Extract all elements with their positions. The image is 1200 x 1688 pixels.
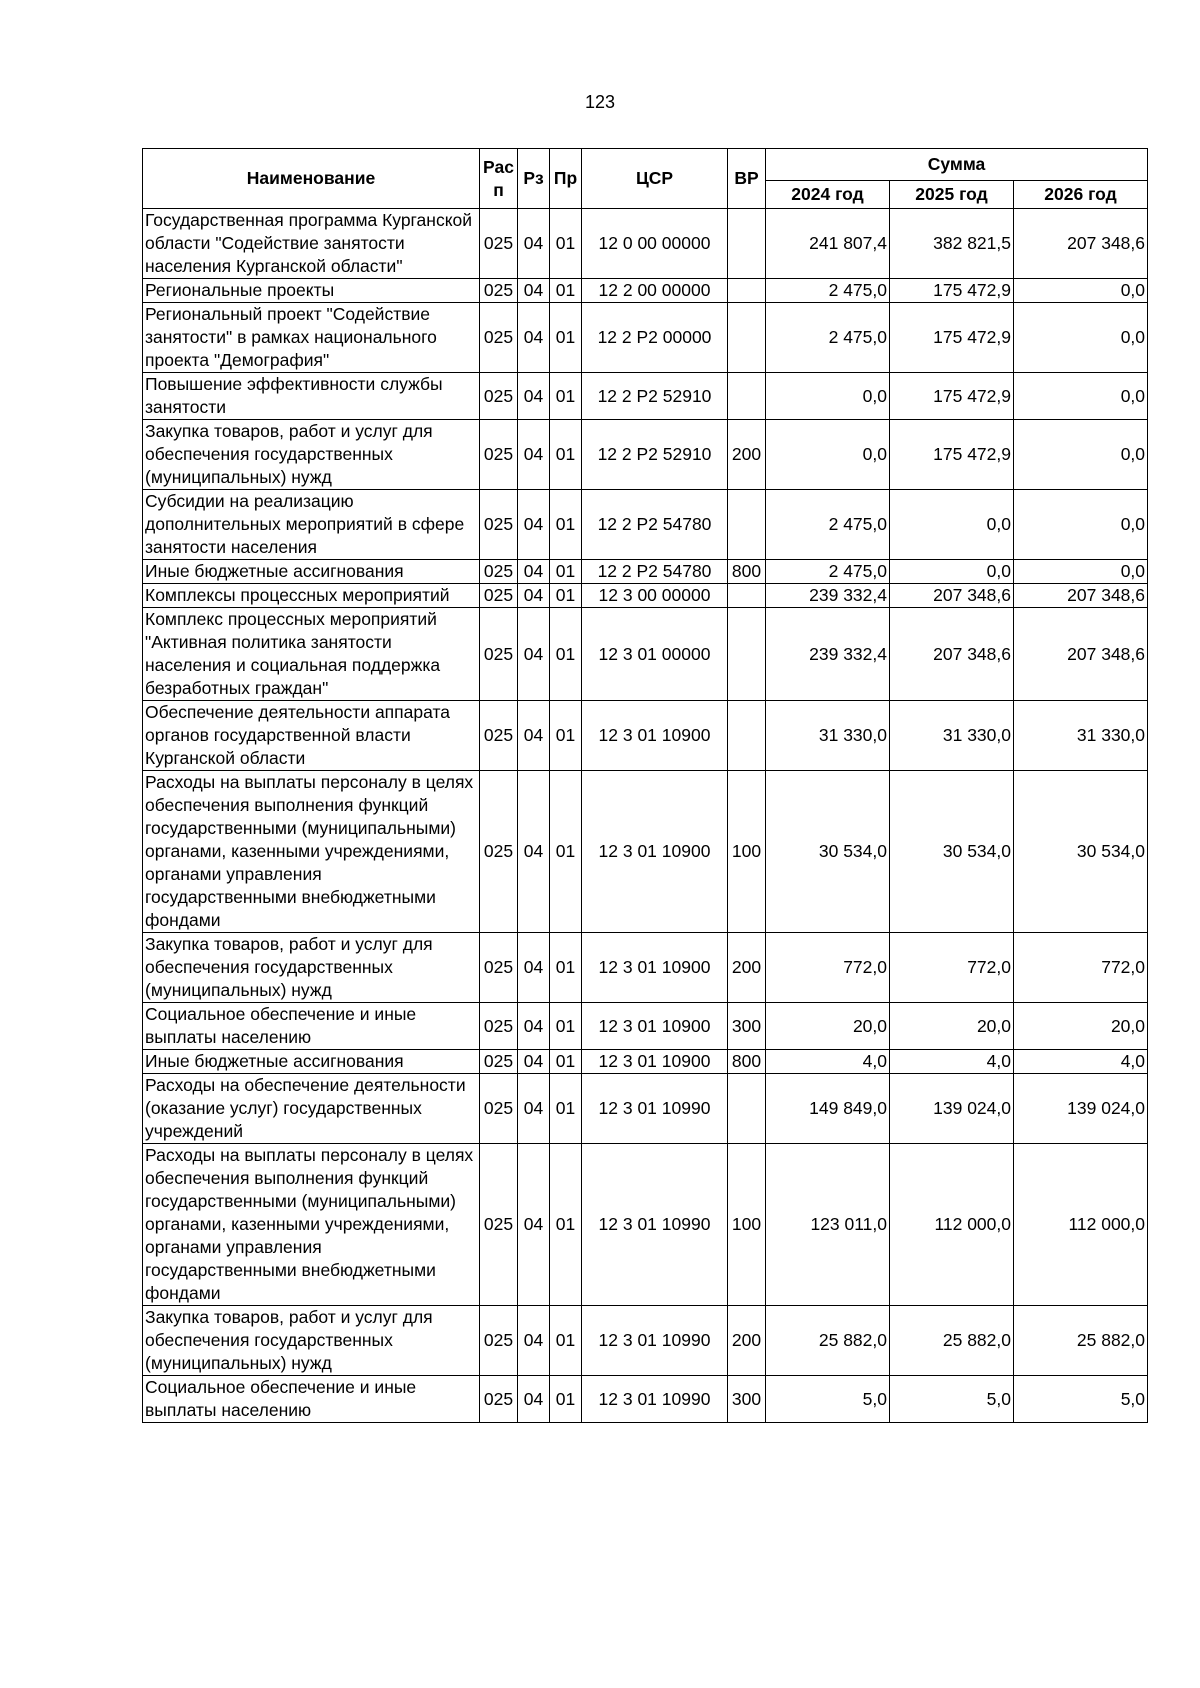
cell-sum-2026: 0,0: [1014, 420, 1148, 490]
header-year-2025: 2025 год: [890, 181, 1014, 209]
cell-sum-2024: 20,0: [766, 1003, 890, 1050]
cell-vr: [728, 584, 766, 608]
cell-rz: 04: [518, 490, 550, 560]
table-row: [143, 1376, 1148, 1423]
cell-sum-2025: 5,0: [890, 1376, 1014, 1423]
cell-rasp: 025: [480, 584, 518, 608]
cell-sum-2025: 207 348,6: [890, 608, 1014, 701]
cell-rasp: 025: [480, 933, 518, 1003]
cell-vr: [728, 608, 766, 701]
cell-sum-2025: 0,0: [890, 490, 1014, 560]
cell-name: Государственная программа Курганской области "Содействие занятости населения Курганской области": [143, 209, 480, 279]
table-row: [143, 701, 1148, 771]
cell-rasp: 025: [480, 560, 518, 584]
cell-pr: 01: [550, 1050, 582, 1074]
cell-sum-2024: 4,0: [766, 1050, 890, 1074]
cell-csr: 12 3 01 10900: [582, 771, 728, 933]
cell-csr: 12 0 00 00000: [582, 209, 728, 279]
cell-rz: 04: [518, 560, 550, 584]
cell-name: Закупка товаров, работ и услуг для обеспечения государственных (муниципальных) нужд: [143, 933, 480, 1003]
cell-sum-2026: 0,0: [1014, 279, 1148, 303]
cell-sum-2025: 139 024,0: [890, 1074, 1014, 1144]
cell-pr: 01: [550, 701, 582, 771]
budget-table: [142, 148, 1148, 1423]
cell-rasp: 025: [480, 1050, 518, 1074]
cell-rasp: 025: [480, 1306, 518, 1376]
cell-sum-2026: 207 348,6: [1014, 584, 1148, 608]
cell-sum-2026: 20,0: [1014, 1003, 1148, 1050]
cell-csr: 12 2 00 00000: [582, 279, 728, 303]
cell-sum-2024: 2 475,0: [766, 560, 890, 584]
cell-sum-2024: 25 882,0: [766, 1306, 890, 1376]
cell-sum-2024: 2 475,0: [766, 279, 890, 303]
cell-sum-2026: 207 348,6: [1014, 608, 1148, 701]
cell-rz: 04: [518, 1306, 550, 1376]
table-row: [143, 1074, 1148, 1144]
cell-sum-2025: 25 882,0: [890, 1306, 1014, 1376]
table-row: [143, 420, 1148, 490]
cell-sum-2025: 175 472,9: [890, 373, 1014, 420]
cell-rz: 04: [518, 771, 550, 933]
cell-sum-2026: 112 000,0: [1014, 1144, 1148, 1306]
cell-csr: 12 2 Р2 54780: [582, 560, 728, 584]
cell-sum-2025: 175 472,9: [890, 279, 1014, 303]
table-body: [143, 209, 1148, 1423]
cell-csr: 12 3 01 10990: [582, 1144, 728, 1306]
cell-sum-2024: 2 475,0: [766, 303, 890, 373]
cell-rasp: 025: [480, 1074, 518, 1144]
cell-sum-2026: 30 534,0: [1014, 771, 1148, 933]
cell-csr: 12 2 Р2 52910: [582, 373, 728, 420]
cell-rz: 04: [518, 608, 550, 701]
cell-rz: 04: [518, 373, 550, 420]
cell-sum-2025: 382 821,5: [890, 209, 1014, 279]
cell-rasp: 025: [480, 279, 518, 303]
cell-sum-2024: 772,0: [766, 933, 890, 1003]
cell-sum-2026: 0,0: [1014, 373, 1148, 420]
cell-sum-2026: 5,0: [1014, 1376, 1148, 1423]
table-row: [143, 771, 1148, 933]
cell-rasp: 025: [480, 373, 518, 420]
cell-sum-2025: 0,0: [890, 560, 1014, 584]
cell-name: Комплекс процессных мероприятий "Активная политика занятости населения и социальная поддержка безработных граждан": [143, 608, 480, 701]
cell-pr: 01: [550, 1144, 582, 1306]
cell-sum-2024: 123 011,0: [766, 1144, 890, 1306]
cell-rz: 04: [518, 303, 550, 373]
cell-vr: [728, 279, 766, 303]
cell-vr: 300: [728, 1003, 766, 1050]
cell-sum-2025: 112 000,0: [890, 1144, 1014, 1306]
cell-rasp: 025: [480, 303, 518, 373]
cell-vr: [728, 303, 766, 373]
header-pr: Пр: [550, 149, 582, 209]
cell-pr: 01: [550, 608, 582, 701]
cell-sum-2025: 772,0: [890, 933, 1014, 1003]
cell-sum-2025: 175 472,9: [890, 420, 1014, 490]
cell-sum-2024: 0,0: [766, 420, 890, 490]
table-row: [143, 560, 1148, 584]
cell-pr: 01: [550, 933, 582, 1003]
cell-pr: 01: [550, 279, 582, 303]
cell-sum-2025: 207 348,6: [890, 584, 1014, 608]
cell-rz: 04: [518, 1003, 550, 1050]
cell-vr: 200: [728, 420, 766, 490]
cell-vr: [728, 701, 766, 771]
cell-vr: 300: [728, 1376, 766, 1423]
header-rasp: Рас п: [480, 149, 518, 209]
table-row: [143, 1003, 1148, 1050]
cell-sum-2024: 0,0: [766, 373, 890, 420]
cell-pr: 01: [550, 490, 582, 560]
cell-sum-2026: 772,0: [1014, 933, 1148, 1003]
cell-name: Повышение эффективности службы занятости: [143, 373, 480, 420]
cell-rasp: 025: [480, 420, 518, 490]
cell-vr: 200: [728, 1306, 766, 1376]
table-row: [143, 373, 1148, 420]
page-number: 123: [584, 92, 616, 112]
table-row: [143, 933, 1148, 1003]
cell-csr: 12 3 01 10900: [582, 1003, 728, 1050]
cell-sum-2026: 139 024,0: [1014, 1074, 1148, 1144]
table-row: [143, 608, 1148, 701]
cell-rz: 04: [518, 1074, 550, 1144]
cell-sum-2026: 25 882,0: [1014, 1306, 1148, 1376]
header-name: Наименование: [143, 149, 480, 209]
cell-pr: 01: [550, 1003, 582, 1050]
table-row: [143, 584, 1148, 608]
cell-rasp: 025: [480, 608, 518, 701]
cell-vr: [728, 209, 766, 279]
cell-csr: 12 3 01 10900: [582, 933, 728, 1003]
cell-vr: 100: [728, 1144, 766, 1306]
cell-pr: 01: [550, 1306, 582, 1376]
cell-name: Расходы на выплаты персоналу в целях обеспечения выполнения функций государственными (муниципальными) органами, казенными учреждениями, органами управления государственными внебюджетными фондами: [143, 1144, 480, 1306]
cell-sum-2024: 239 332,4: [766, 608, 890, 701]
cell-rasp: 025: [480, 1003, 518, 1050]
cell-rasp: 025: [480, 1144, 518, 1306]
cell-vr: [728, 373, 766, 420]
header-vr: ВР: [728, 149, 766, 209]
cell-pr: 01: [550, 771, 582, 933]
cell-rz: 04: [518, 1050, 550, 1074]
cell-sum-2025: 20,0: [890, 1003, 1014, 1050]
cell-vr: 800: [728, 1050, 766, 1074]
cell-pr: 01: [550, 303, 582, 373]
cell-name: Социальное обеспечение и иные выплаты населению: [143, 1003, 480, 1050]
cell-sum-2024: 241 807,4: [766, 209, 890, 279]
cell-sum-2026: 0,0: [1014, 303, 1148, 373]
cell-csr: 12 3 01 10900: [582, 1050, 728, 1074]
cell-sum-2024: 239 332,4: [766, 584, 890, 608]
cell-sum-2025: 4,0: [890, 1050, 1014, 1074]
table-row: [143, 209, 1148, 279]
cell-rz: 04: [518, 933, 550, 1003]
cell-vr: 200: [728, 933, 766, 1003]
cell-csr: 12 3 00 00000: [582, 584, 728, 608]
cell-name: Расходы на обеспечение деятельности (оказание услуг) государственных учреждений: [143, 1074, 480, 1144]
header-sum: Сумма: [766, 149, 1148, 181]
cell-sum-2025: 30 534,0: [890, 771, 1014, 933]
cell-name: Закупка товаров, работ и услуг для обеспечения государственных (муниципальных) нужд: [143, 1306, 480, 1376]
cell-pr: 01: [550, 584, 582, 608]
cell-rz: 04: [518, 1144, 550, 1306]
cell-rz: 04: [518, 420, 550, 490]
cell-sum-2026: 0,0: [1014, 490, 1148, 560]
cell-rz: 04: [518, 209, 550, 279]
header-csr: ЦСР: [582, 149, 728, 209]
table-row: [143, 490, 1148, 560]
cell-rasp: 025: [480, 1376, 518, 1423]
cell-csr: 12 3 01 00000: [582, 608, 728, 701]
cell-rasp: 025: [480, 490, 518, 560]
cell-rz: 04: [518, 279, 550, 303]
cell-pr: 01: [550, 420, 582, 490]
cell-name: Расходы на выплаты персоналу в целях обеспечения выполнения функций государственными (муниципальными) органами, казенными учреждениями, органами управления государственными внебюджетными фондами: [143, 771, 480, 933]
cell-sum-2026: 207 348,6: [1014, 209, 1148, 279]
cell-pr: 01: [550, 209, 582, 279]
cell-sum-2025: 175 472,9: [890, 303, 1014, 373]
cell-csr: 12 2 Р2 54780: [582, 490, 728, 560]
cell-rasp: 025: [480, 209, 518, 279]
cell-name: Комплексы процессных мероприятий: [143, 584, 480, 608]
cell-sum-2026: 0,0: [1014, 560, 1148, 584]
cell-rz: 04: [518, 584, 550, 608]
cell-pr: 01: [550, 1074, 582, 1144]
cell-sum-2024: 31 330,0: [766, 701, 890, 771]
cell-pr: 01: [550, 560, 582, 584]
table-row: [143, 1050, 1148, 1074]
cell-csr: 12 3 01 10990: [582, 1376, 728, 1423]
cell-sum-2025: 31 330,0: [890, 701, 1014, 771]
cell-name: Субсидии на реализацию дополнительных мероприятий в сфере занятости населения: [143, 490, 480, 560]
cell-sum-2026: 4,0: [1014, 1050, 1148, 1074]
cell-pr: 01: [550, 1376, 582, 1423]
cell-name: Региональные проекты: [143, 279, 480, 303]
cell-sum-2024: 5,0: [766, 1376, 890, 1423]
cell-sum-2024: 30 534,0: [766, 771, 890, 933]
table-row: [143, 1144, 1148, 1306]
table-row: [143, 279, 1148, 303]
header-year-2024: 2024 год: [766, 181, 890, 209]
cell-csr: 12 3 01 10990: [582, 1074, 728, 1144]
cell-name: Обеспечение деятельности аппарата органов государственной власти Курганской области: [143, 701, 480, 771]
cell-rasp: 025: [480, 771, 518, 933]
cell-rz: 04: [518, 701, 550, 771]
cell-csr: 12 2 Р2 52910: [582, 420, 728, 490]
cell-name: Закупка товаров, работ и услуг для обеспечения государственных (муниципальных) нужд: [143, 420, 480, 490]
cell-name: Иные бюджетные ассигнования: [143, 1050, 480, 1074]
table-row: [143, 303, 1148, 373]
cell-csr: 12 2 Р2 00000: [582, 303, 728, 373]
table-row: [143, 1306, 1148, 1376]
cell-pr: 01: [550, 373, 582, 420]
cell-csr: 12 3 01 10900: [582, 701, 728, 771]
cell-rasp: 025: [480, 701, 518, 771]
header-rz: Рз: [518, 149, 550, 209]
cell-sum-2026: 31 330,0: [1014, 701, 1148, 771]
cell-vr: [728, 1074, 766, 1144]
cell-csr: 12 3 01 10990: [582, 1306, 728, 1376]
cell-sum-2024: 149 849,0: [766, 1074, 890, 1144]
cell-vr: 800: [728, 560, 766, 584]
cell-vr: 100: [728, 771, 766, 933]
cell-rz: 04: [518, 1376, 550, 1423]
cell-name: Иные бюджетные ассигнования: [143, 560, 480, 584]
header-year-2026: 2026 год: [1014, 181, 1148, 209]
cell-sum-2024: 2 475,0: [766, 490, 890, 560]
cell-name: Региональный проект "Содействие занятости" в рамках национального проекта "Демография": [143, 303, 480, 373]
cell-vr: [728, 490, 766, 560]
table-header: [143, 149, 1148, 209]
cell-name: Социальное обеспечение и иные выплаты населению: [143, 1376, 480, 1423]
